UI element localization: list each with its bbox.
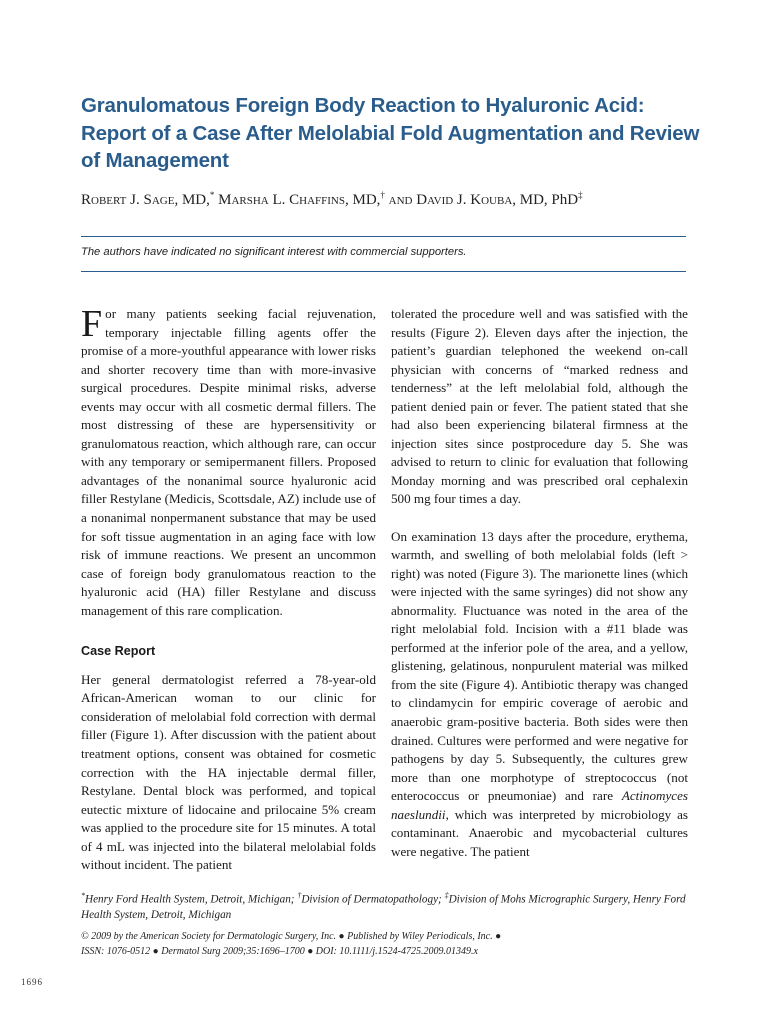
affiliation-footnote [81,888,691,923]
affiliation-mark: * [209,190,215,200]
examination-text-2: , which was interpreted by microbiology as contaminant. Anaerobic and mycobacterial cultures were negative. The patient [391,806,688,859]
author-name: Marsha L. Chaffins [218,192,345,208]
author-name: Robert J. Sage [81,192,175,208]
footnote-text: Division of Dermatopathology; [301,893,445,906]
left-column [81,305,376,875]
disclosure-statement: The authors have indicated no significant interest with commercial supporters. [81,246,467,258]
intro-paragraph [81,305,376,620]
examination-text-1: On examination 13 days after the procedure, erythema, warmth, and swelling of both melolabial folds (left > right) was noted (Figure 3). The marionette lines (which were injected with the same syringes) did not show any abnormality. Fluctuance was noted in the area of the right melolabial fold. Incision with a #11 blade was performed at the inferior pole of the area, and a yellow, glistening, gelatinous, nonpurulent material was milked from the site (Figure 4). Antibiotic therapy was changed to clindamycin for empiric coverage of aerobic and anaerobic gram-positive bacteria. Both sides were then drained. Cultures were performed and were negative for pathogens by day 5. Subsequently, the cultures grew more than one morphotype of streptococcus (not enterococcus or pneumoniae) and rare [391,528,688,804]
drop-cap: F [81,303,103,345]
footnote-mark: ‡ [444,891,449,900]
bottom-rule [81,271,686,272]
section-heading-case-report: Case Report [81,644,156,659]
followup-paragraph: tolerated the procedure well and was satisfied with the results (Figure 2). Eleven days after the injection, the patient’s guardian telephoned the weekend on-call physician with concerns of “marked redness and tenderness” at the left melolabial fold, although the patient denied pain or fever. The patient stated that she had also been experiencing bilateral firmness at the injection sites since postprocedure day 5. She was advised to return to clinic for evaluation that following Monday morning and was prescribed oral cephalexin 500 mg four times a day. [391,306,688,507]
article-title: Granulomatous Foreign Body Reaction to Hyaluronic Acid: Report of a Case After Melolabial Fold Augmentation and Review of Management [81,94,700,172]
footnote-text: Henry Ford Health System, Detroit, Michigan; [85,893,298,906]
footnote-text: Division of Mohs Micrographic Surgery, Henry Ford Health System, Detroit, Michigan [81,893,686,921]
copyright-block [81,930,691,959]
footnote-mark: * [81,891,85,900]
author-degree: , MD, [345,192,381,208]
top-rule [81,236,686,237]
affiliation-mark: ‡ [578,190,583,200]
footnote-mark: † [297,891,302,900]
examination-paragraph [391,528,688,862]
author-list [81,190,721,209]
citation-line: ISSN: 1076-0512 ● Dermatol Surg 2009;35:1696–1700 ● DOI: 10.1111/j.1524-4725.2009.01349.x [81,945,478,957]
author-degree: , MD, PhD [512,192,579,208]
organism-name: Actinomyces naeslundii [391,788,688,822]
intro-text: or many patients seeking facial rejuvenation, temporary injectable filling agents offer the promise of a more-youthful appearance with lower risks and shorter recovery time than with more-invasive surgical procedures. Despite minimal risks, adverse events may occur with all cosmetic dermal fillers. The most distressing of these are hypersensitivity or granulomatous reaction, which although rare, can occur with any temporary or semipermanent fillers. Proposed advantages of the nonanimal source hyaluronic acid filler Restylane (Medicis, Scottsdale, AZ) include use of a nonanimal nonpermanent substance that may be used for soft tissue augmentation in an aging face with low risk of immune reactions. We present an uncommon case of foreign body granulomatous reaction to the hyaluronic acid (HA) filler Restylane and discuss management of this rare complication. [81,306,376,618]
author-name: David J. Kouba [416,192,513,208]
author-degree: , MD, [174,192,210,208]
copyright-line: © 2009 by the American Society for Dermatologic Surgery, Inc. ● Published by Wiley Periodicals, Inc. ● [81,931,502,942]
author-separator: and [384,192,417,208]
affiliation-mark: † [380,190,385,200]
right-column [391,305,688,861]
case-report-paragraph: Her general dermatologist referred a 78-year-old African-American woman to our clinic for consideration of melolabial fold correction with dermal filler (Figure 1). After discussion with the patient about treatment options, consent was obtained for cosmetic correction with the HA injectable dermal filler, Restylane. Dental block was performed, and topical eutectic mixture of lidocaine and prilocaine 5% cream was applied to the procedure site for 15 minutes. A total of 4 mL was injected into the bilateral melolabial folds without incident. The patient [81,671,376,873]
page-number: 1696 [21,977,43,987]
